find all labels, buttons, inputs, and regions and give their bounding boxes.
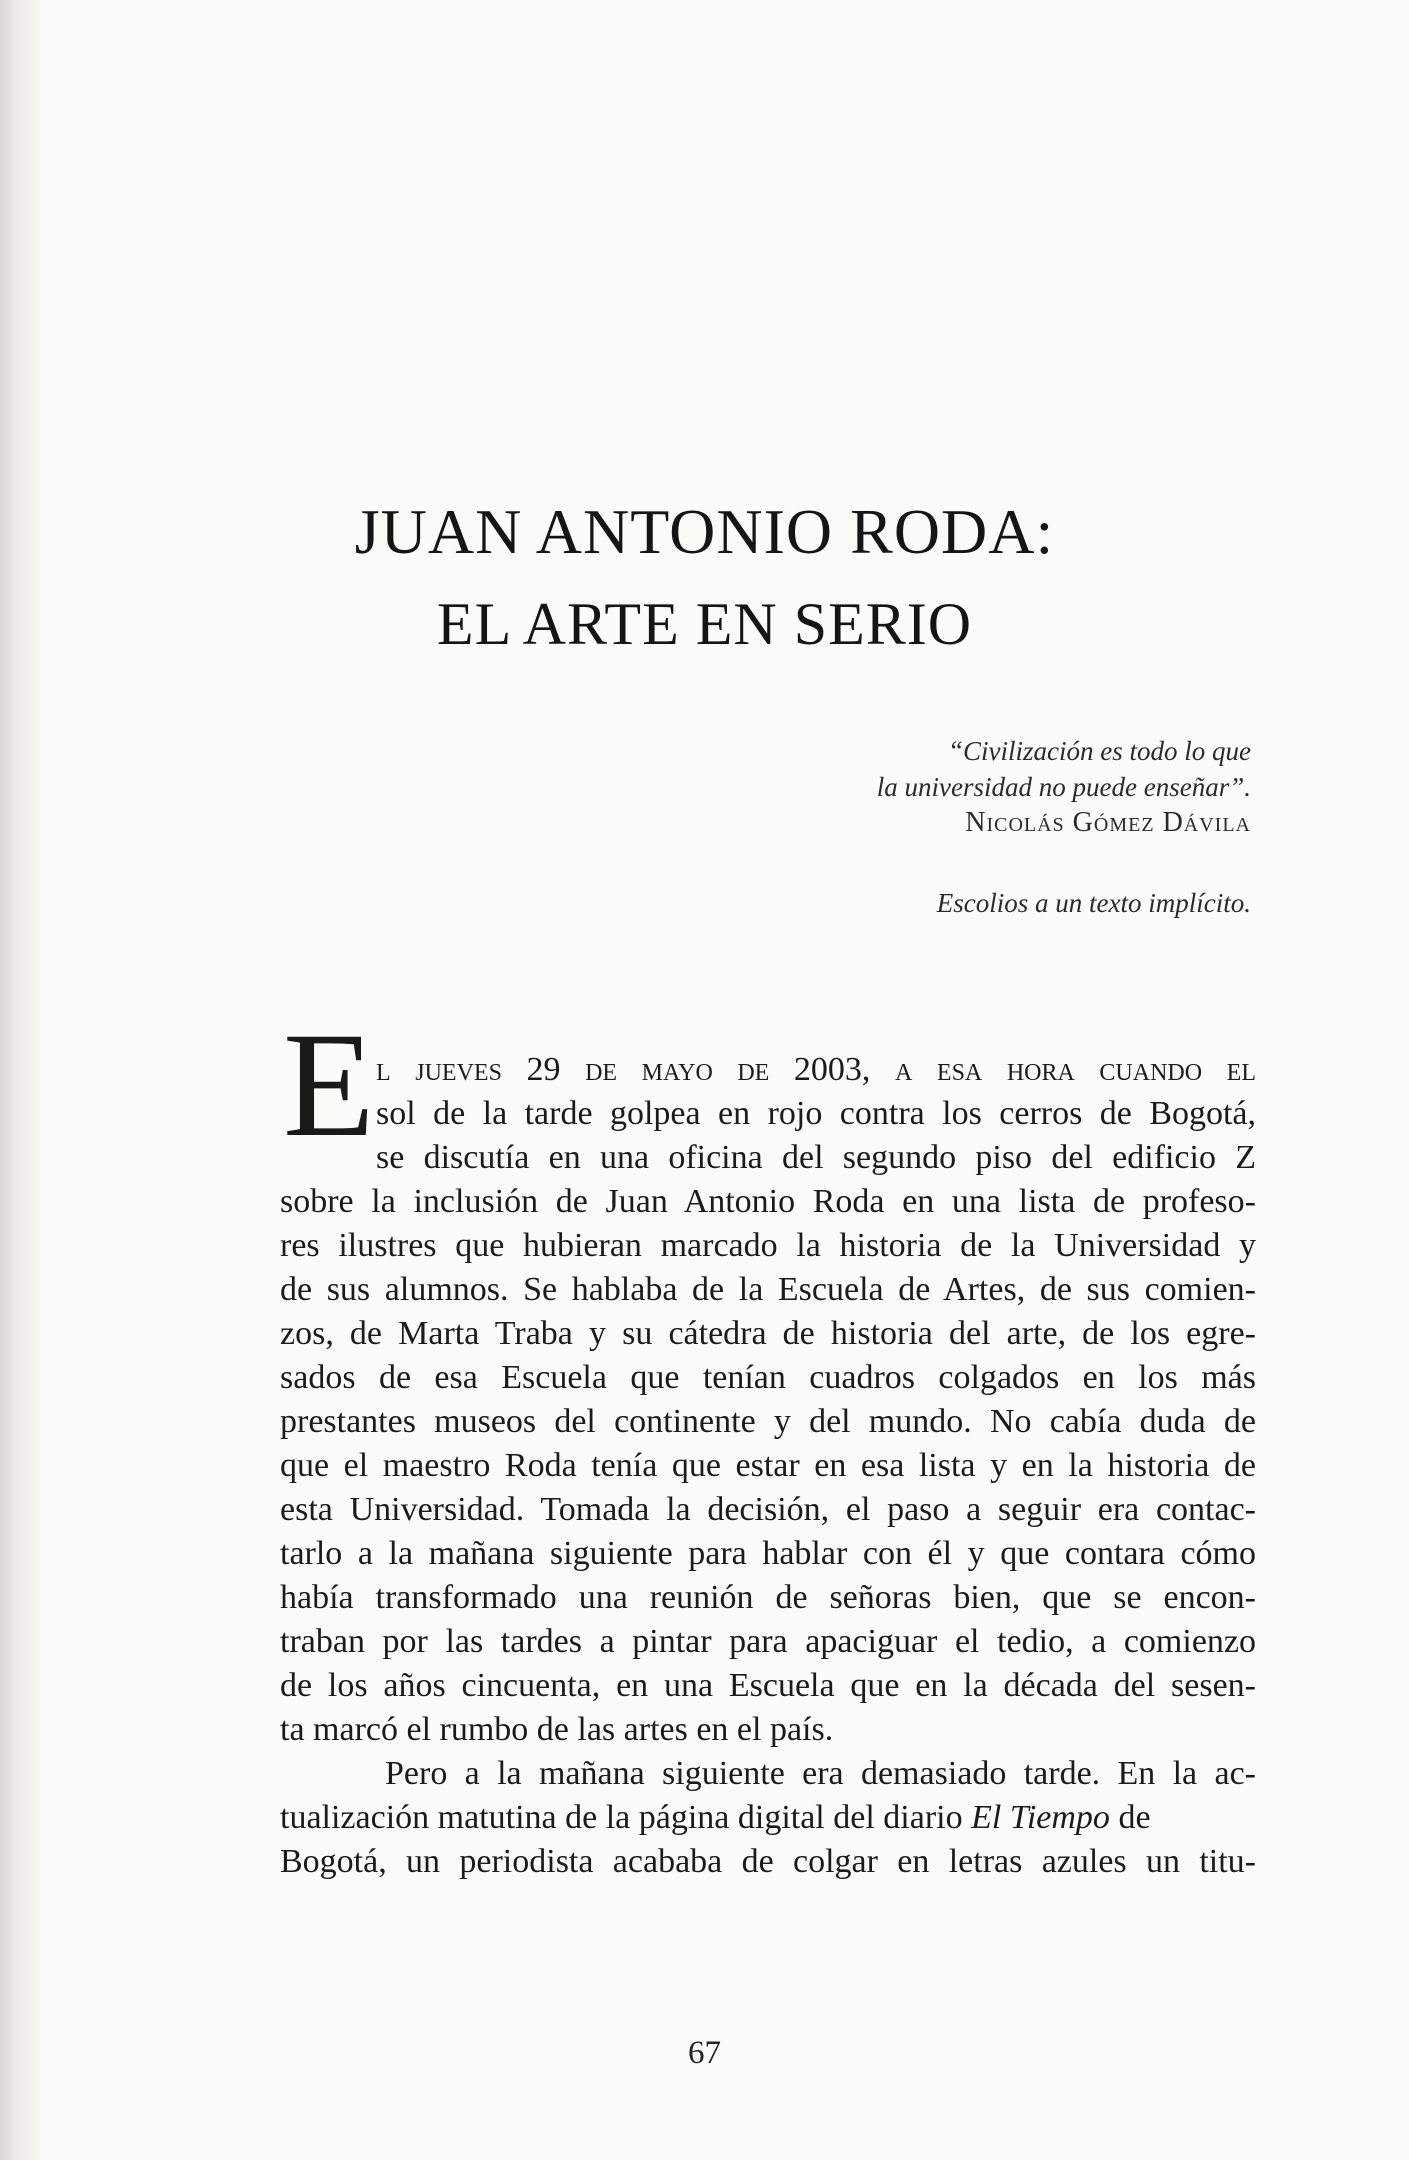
body-line-text: de <box>1118 1799 1151 1836</box>
body-line-with-italic <box>280 1796 1256 1840</box>
epigraph-quote-line1: “Civilización es todo lo que <box>948 736 1251 766</box>
body-line: sol de la tarde golpea en rojo contra los cerros de Bogotá, <box>376 1095 1256 1132</box>
body-line: tarlo a la mañana siguiente para hablar con él y que contara cómo <box>280 1535 1256 1572</box>
body-line: se discutía en una oficina del segundo piso del edificio Z <box>376 1139 1256 1176</box>
body-line: l jueves 29 de mayo de 2003, a esa hora cuando el <box>376 1051 1256 1088</box>
body-line: sobre la inclusión de Juan Antonio Roda en una lista de profeso- <box>280 1183 1256 1220</box>
page-number: 67 <box>688 2035 721 2071</box>
body-line: de los años cincuenta, en una Escuela que en la década del sesen- <box>280 1667 1256 1704</box>
body-line: de sus alumnos. Se hablaba de la Escuela de Artes, de sus comien- <box>280 1271 1256 1308</box>
body-line: sados de esa Escuela que tenían cuadros colgados en los más <box>280 1359 1256 1396</box>
body-line: había transformado una reunión de señoras bien, que se encon- <box>280 1579 1256 1616</box>
body-line: zos, de Marta Traba y su cátedra de historia del arte, de los egre- <box>280 1315 1256 1352</box>
body-line: prestantes museos del continente y del mundo. No cabía duda de <box>280 1403 1256 1440</box>
chapter-title-line1: JUAN ANTONIO RODA: <box>354 496 1055 567</box>
epigraph-author: Nicolás Gómez Dávila <box>965 807 1251 838</box>
body-line-text: tualización matutina de la página digital del diario <box>280 1799 963 1836</box>
body-line: esta Universidad. Tomada la decisión, el paso a seguir era contac- <box>280 1491 1256 1528</box>
page-gutter-shadow <box>0 0 40 2160</box>
chapter-title-line2: EL ARTE EN SERIO <box>436 591 973 657</box>
body-line: traban por las tardes a pintar para apaciguar el tedio, a comienzo <box>280 1623 1256 1660</box>
drop-cap: E <box>283 1002 375 1168</box>
body-line: ta marcó el rumbo de las artes en el país. <box>280 1711 834 1748</box>
body-line: Pero a la mañana siguiente era demasiado tarde. En la ac- <box>385 1755 1256 1792</box>
body-line: res ilustres que hubieran marcado la historia de la Universidad y <box>280 1227 1256 1264</box>
epigraph-source: Escolios a un texto implícito. <box>936 888 1251 918</box>
newspaper-name: El Tiempo <box>971 1799 1110 1836</box>
body-line: Bogotá, un periodista acababa de colgar en letras azules un titu- <box>280 1843 1256 1880</box>
epigraph-quote <box>551 733 1251 805</box>
body-line: que el maestro Roda tenía que estar en esa lista y en la historia de <box>280 1447 1256 1484</box>
epigraph-quote-line2: la universidad no puede enseñar”. <box>876 772 1251 802</box>
